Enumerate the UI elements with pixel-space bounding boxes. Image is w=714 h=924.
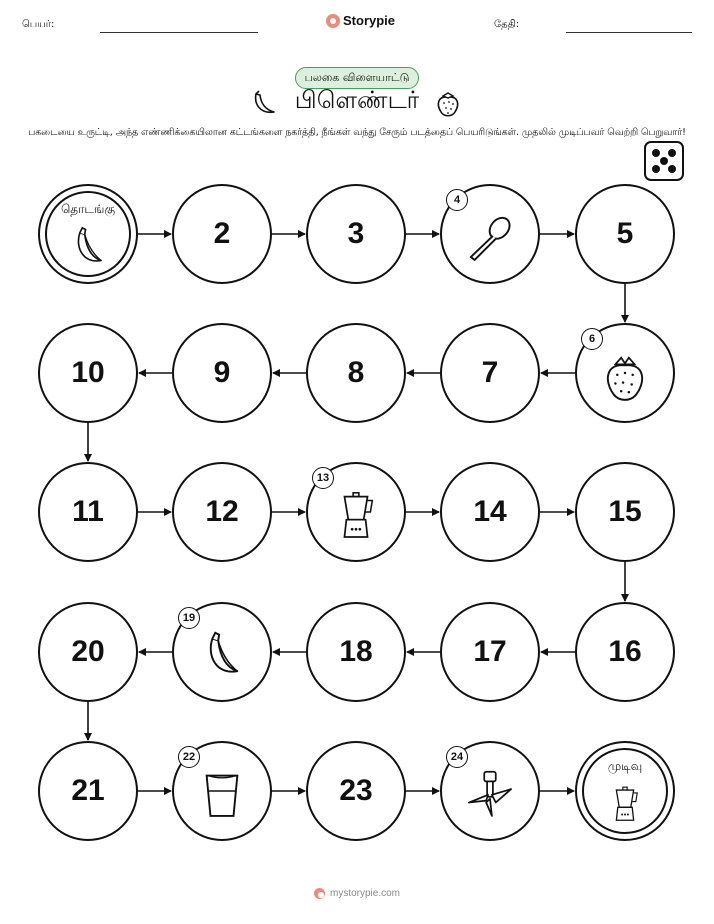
board-space[interactable]: [38, 741, 138, 841]
board-space[interactable]: [306, 323, 406, 423]
board-space[interactable]: [575, 602, 675, 702]
board-space[interactable]: [440, 602, 540, 702]
space-number-badge: 22: [178, 746, 200, 768]
space-number: 7: [481, 356, 499, 389]
banana-icon: [40, 186, 136, 282]
board-space[interactable]: [38, 602, 138, 702]
space-number: 14: [473, 495, 507, 528]
board-space[interactable]: [38, 323, 138, 423]
space-number: 11: [72, 495, 104, 528]
finish-space[interactable]: [575, 741, 675, 841]
space-number: 2: [213, 217, 231, 250]
blender-icon: [577, 743, 673, 839]
space-number-badge: 19: [178, 607, 200, 629]
board-space[interactable]: [440, 323, 540, 423]
footer: [0, 888, 714, 899]
footer-url[interactable]: mystorypie.com: [329, 888, 400, 899]
board-space[interactable]: [306, 184, 406, 284]
space-number: 20: [71, 635, 105, 668]
page-title: பிளெண்டர்: [294, 86, 420, 114]
space-number: 23: [339, 774, 373, 807]
start-space[interactable]: [38, 184, 138, 284]
start-label: தொடங்கு: [60, 202, 116, 216]
space-number: 12: [205, 495, 239, 528]
space-number: 5: [616, 217, 634, 250]
space-number: 17: [473, 635, 507, 668]
date-label: தேதி:: [494, 19, 520, 30]
board-space[interactable]: [306, 741, 406, 841]
space-number: 3: [347, 217, 365, 250]
name-label: பெயர்:: [22, 19, 55, 30]
space-number: 15: [608, 495, 642, 528]
brand-name: Storypie: [343, 13, 396, 28]
space-number: 8: [347, 356, 365, 389]
space-number: 21: [71, 774, 105, 807]
board-space[interactable]: [172, 184, 272, 284]
board-space[interactable]: [172, 462, 272, 562]
board-space[interactable]: [38, 462, 138, 562]
space-number-badge: 13: [312, 467, 334, 489]
finish-label: முடிவு: [607, 759, 643, 773]
instructions: பகடையை உருட்டி, அந்த எண்ணிக்கையிலான கட்டங்களை நகர்த்தி, நீங்கள் வந்து சேரும் படத்தைப் பெயரிடுங்கள். முதலில் முடிப்பவர் வெற்றி பெறுவார்!: [28, 127, 686, 138]
space-number: 16: [608, 635, 642, 668]
space-number-badge: 4: [446, 189, 468, 211]
space-number: 10: [71, 356, 105, 389]
board-space[interactable]: [306, 602, 406, 702]
board-space[interactable]: [172, 323, 272, 423]
space-number: 18: [339, 635, 373, 668]
board-space[interactable]: [575, 462, 675, 562]
board-space[interactable]: [440, 462, 540, 562]
board-space[interactable]: [575, 184, 675, 284]
space-number-badge: 6: [581, 328, 603, 350]
category-badge: பலகை விளையாட்டு: [295, 67, 419, 89]
storypie-mascot-icon: [314, 888, 325, 899]
space-number-badge: 24: [446, 746, 468, 768]
space-number: 9: [213, 356, 231, 389]
